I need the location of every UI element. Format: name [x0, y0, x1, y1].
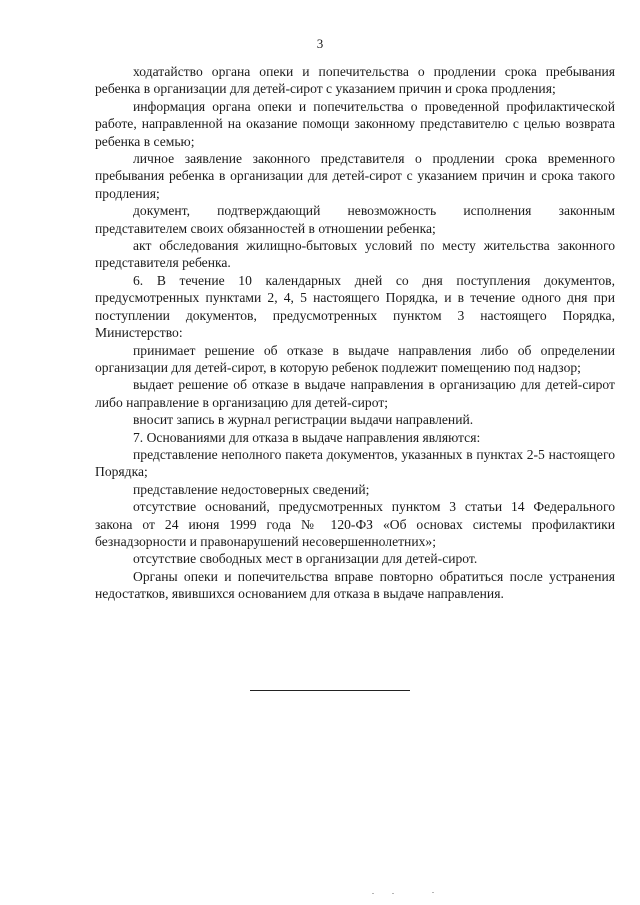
scan-speck — [372, 893, 374, 894]
paragraph: акт обследования жилищно-бытовых условий по месту жительства законного представителя ребенка. — [95, 238, 615, 271]
paragraph: вносит запись в журнал регистрации выдачи направлений. — [133, 412, 474, 428]
paragraph: представление недостоверных сведений; — [133, 481, 370, 497]
paragraph: Органы опеки и попечительства вправе повторно обратиться после устранения недостатков, явившихся основанием для отказа в выдаче направления. — [95, 568, 615, 602]
paragraph: отсутствие оснований, предусмотренных пунктом 3 статьи 14 Федерального закона от 24 июня 1999 года № 120-ФЗ «Об основах системы профилактики безнадзорности и правонарушений несовершеннолетних»; — [95, 499, 615, 549]
paragraph: документ, подтверждающий невозможность исполнения законным представителем своих обязанностей в отношении ребенка; — [95, 203, 615, 236]
end-of-document-rule — [250, 690, 410, 691]
scan-speck — [432, 892, 434, 893]
paragraph: личное заявление законного представителя о продлении срока временного пребывания ребенка в организации для детей-сирот с указанием причин и срока такого продления; — [95, 151, 615, 201]
paragraph: информация органа опеки и попечительства о проведенной профилактической работе, направленной на оказание помощи законному представителю с целью возврата ребенка в семью; — [95, 98, 615, 149]
paragraph: 7. Основаниями для отказа в выдаче направления являются: — [133, 429, 481, 445]
scan-speck — [392, 893, 394, 894]
paragraph: представление неполного пакета документов, указанных в пунктах 2-5 настоящего Порядка; — [95, 446, 615, 480]
document-body — [95, 63, 615, 603]
paragraph: отсутствие свободных мест в организации для детей-сирот. — [133, 551, 478, 567]
paragraph: ходатайство органа опеки и попечительства о продлении срока пребывания ребенка в организации для детей-сирот с указанием причин и срока продления; — [95, 64, 615, 97]
paragraph: принимает решение об отказе в выдаче направления либо об определении организации для детей-сирот, в которую ребенок подлежит помещению под надзор; — [95, 342, 615, 375]
paragraph: 6. В течение 10 календарных дней со дня поступления документов, предусмотренных пунктами 2, 4, 5 настоящего Порядка, и в течение одного дня при поступлении документов, предусмотренных пунктом 3 настоящего Порядка, Министерство: — [95, 272, 615, 341]
paragraph: выдает решение об отказе в выдаче направления в организацию для детей-сирот либо направление в организацию для детей-сирот; — [95, 377, 615, 410]
page-number: 3 — [316, 36, 324, 51]
